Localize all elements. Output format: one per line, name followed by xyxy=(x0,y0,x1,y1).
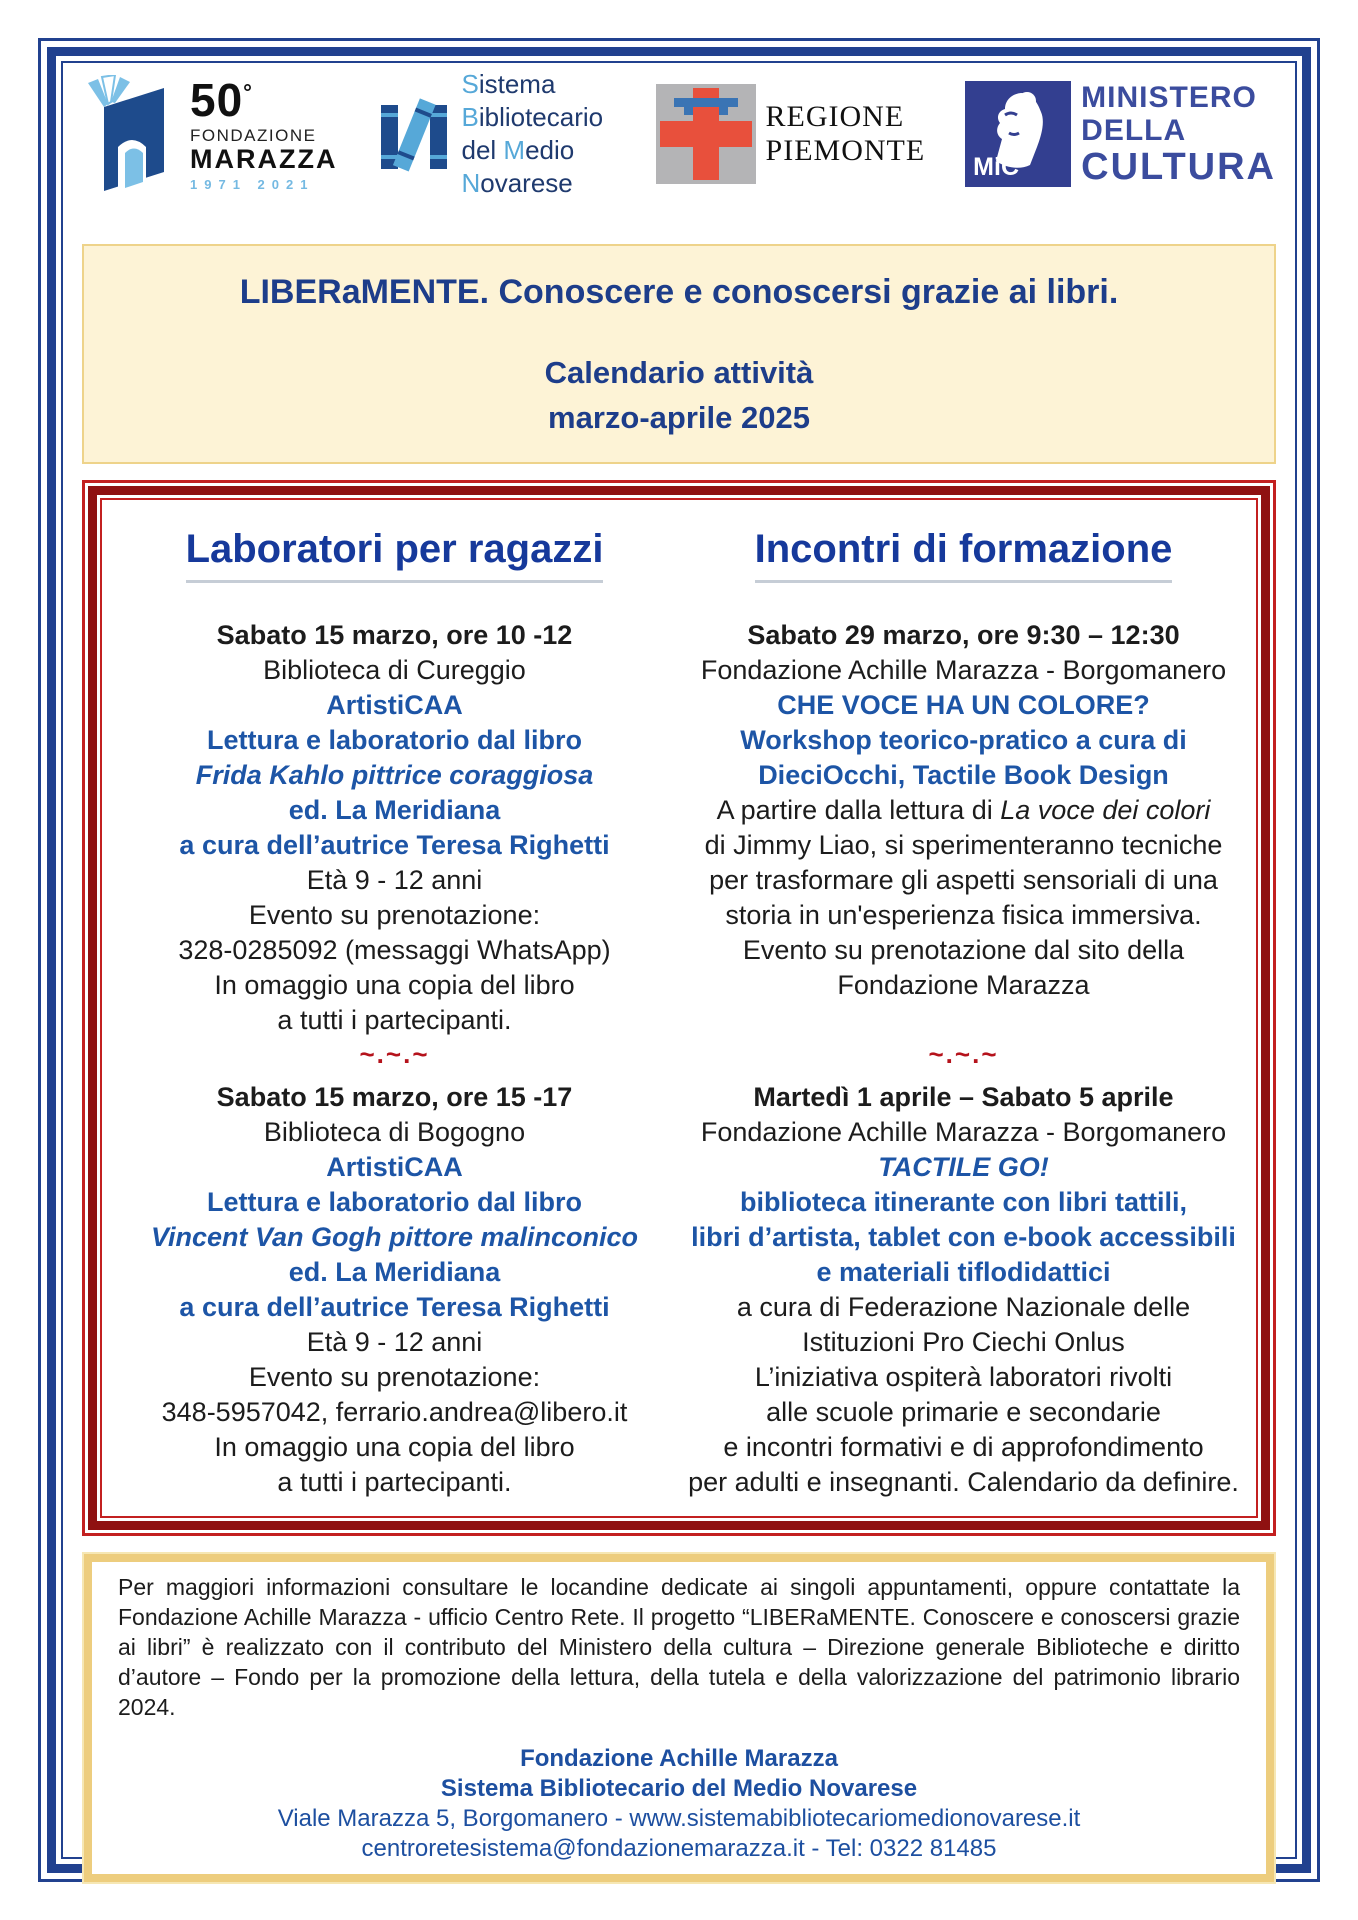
event-line: libri d’artista, tablet con e-book accessibili xyxy=(691,1222,1236,1252)
info-box xyxy=(82,1552,1276,1884)
event-title: TACTILE GO! xyxy=(878,1152,1049,1182)
flyer-subtitle-2: marzo-aprile 2025 xyxy=(548,400,810,435)
event-line: Età 9 - 12 anni xyxy=(306,1327,483,1357)
marazza-years: 1971 2021 xyxy=(190,177,315,192)
mic-statue-icon xyxy=(965,81,1071,187)
column-formazione xyxy=(679,526,1248,1500)
logos-row xyxy=(82,70,1276,198)
event-location: Fondazione Achille Marazza - Borgomanero xyxy=(700,1117,1227,1147)
event-line: di Jimmy Liao, si sperimenteranno tecniche xyxy=(704,830,1223,860)
mic-line1: MINISTERO xyxy=(1081,81,1257,114)
logo-regione-piemonte xyxy=(656,84,926,184)
event-line: Evento su prenotazione: xyxy=(248,1362,541,1392)
sbmn-line1: Sistema Bibliotecario xyxy=(461,69,604,132)
event-location: Biblioteca di Bogogno xyxy=(263,1117,526,1147)
event-line: L’iniziativa ospiterà laboratori rivolti xyxy=(754,1362,1173,1392)
event-line: Fondazione Marazza xyxy=(837,970,1090,1000)
logo-fondazione-marazza xyxy=(82,75,337,193)
event-line: a tutti i partecipanti. xyxy=(277,1005,512,1035)
flyer-subtitle-1: Calendario attività xyxy=(544,355,814,390)
event-line: a cura dell’autrice Teresa Righetti xyxy=(179,830,610,860)
event-line: per trasformare gli aspetti sensoriali di una xyxy=(709,865,1218,895)
event-cureggio xyxy=(110,618,679,1035)
event-line: DieciOcchi, Tactile Book Design xyxy=(758,760,1169,790)
piemonte-crest-icon xyxy=(656,84,756,184)
event-line: Età 9 - 12 anni xyxy=(306,865,483,895)
event-line: Workshop teorico-pratico a cura di xyxy=(740,725,1187,755)
events-separator: ~.~.~ xyxy=(359,1038,430,1069)
mic-abbr: MiC xyxy=(973,153,1019,181)
mic-line2: DELLA xyxy=(1081,114,1187,147)
event-book: Vincent Van Gogh pittore malinconico xyxy=(150,1222,639,1252)
flyer-title: LIBERaMENTE. Conoscere e conoscersi grazie ai libri. xyxy=(239,273,1119,311)
event-contact: 328-0285092 (messaggi WhatsApp) xyxy=(178,935,611,965)
event-line-mixed: A partire dalla lettura di La voce dei colori xyxy=(716,795,1211,825)
event-date: Sabato 15 marzo, ore 15 -17 xyxy=(216,1082,573,1112)
mic-logo-text xyxy=(1081,81,1276,187)
regione-line1: REGIONE xyxy=(765,100,905,133)
event-line: Evento su prenotazione dal sito della xyxy=(742,935,1185,965)
footer-address: Viale Marazza 5, Borgomanero - www.sistemabibliotecariomedionovarese.it xyxy=(277,1805,1081,1832)
event-line: Evento su prenotazione: xyxy=(248,900,541,930)
event-book: Frida Kahlo pittrice coraggiosa xyxy=(195,760,594,790)
event-bogogno xyxy=(110,1080,679,1500)
marazza-book-icon xyxy=(82,75,180,193)
event-line: ed. La Meridiana xyxy=(288,1257,501,1287)
marazza-line2: MARAZZA xyxy=(190,144,338,174)
page-content xyxy=(82,70,1276,1884)
event-line: storia in un'esperienza fisica immersiva. xyxy=(725,900,1202,930)
info-box-inner xyxy=(84,1554,1274,1882)
event-line: e materiali tiflodidattici xyxy=(816,1257,1111,1287)
event-line: In omaggio una copia del libro xyxy=(214,970,575,1000)
events-box-mid-border xyxy=(88,486,1270,1530)
events-box xyxy=(82,480,1276,1536)
event-date: Sabato 29 marzo, ore 9:30 – 12:30 xyxy=(747,620,1180,650)
event-location: Fondazione Achille Marazza - Borgomanero xyxy=(700,655,1227,685)
column-left-header: Laboratori per ragazzi xyxy=(110,526,679,572)
event-location: Biblioteca di Cureggio xyxy=(263,655,526,685)
books-spines-icon xyxy=(377,93,451,175)
event-line: e incontri formativi e di approfondimento xyxy=(723,1432,1204,1462)
event-line: a tutti i partecipanti. xyxy=(277,1467,512,1497)
event-title: ArtistiCAA xyxy=(326,690,463,720)
event-line: per adulti e insegnanti. Calendario da definire. xyxy=(688,1467,1239,1497)
events-separator: ~.~.~ xyxy=(928,1038,999,1069)
footer-contacts xyxy=(118,1744,1240,1864)
event-line: a cura dell’autrice Teresa Righetti xyxy=(179,1292,610,1322)
sbmn-logo-text xyxy=(461,68,615,200)
event-line: biblioteca itinerante con libri tattili, xyxy=(739,1187,1188,1217)
event-book: La voce dei colori xyxy=(1000,795,1211,825)
event-date: Martedì 1 aprile – Sabato 5 aprile xyxy=(753,1082,1174,1112)
marazza-logo-text xyxy=(190,74,338,192)
regione-line2: PIEMONTE xyxy=(765,134,926,167)
title-banner xyxy=(82,244,1276,464)
events-box-inner xyxy=(100,498,1258,1518)
column-laboratori xyxy=(110,526,679,1500)
event-title: CHE VOCE HA UN COLORE? xyxy=(777,690,1150,720)
mic-line3: CULTURA xyxy=(1081,146,1276,188)
marazza-line1: FONDAZIONE xyxy=(190,126,317,145)
footer-email-phone: centroretesistema@fondazionemarazza.it - Tel: 0322 81485 xyxy=(361,1835,997,1862)
event-line: Lettura e laboratorio dal libro xyxy=(206,725,583,755)
sbmn-line2: del Medio Novarese xyxy=(461,135,575,198)
event-line: alle scuole primarie e secondarie xyxy=(766,1397,1161,1427)
event-contact: 348-5957042, ferrario.andrea@libero.it xyxy=(161,1397,628,1427)
event-line: Lettura e laboratorio dal libro xyxy=(206,1187,583,1217)
marazza-anniversary: 50° xyxy=(190,74,253,126)
info-paragraph: Per maggiori informazioni consultare le locandine dedicate ai singoli appuntamenti, oppure contattate la Fondazione Achille Marazza - ufficio Centro Rete. Il progetto “LIBERaMENTE. Conoscere e conoscersi grazie ai libri” è realizzato con il contributo del Ministero della cultura – Direzione generale Biblioteche e diritto d’autore – Fondo per la promozione della lettura, della tutela e della valorizzazione del patrimonio librario 2024. xyxy=(118,1574,1240,1720)
event-date: Sabato 15 marzo, ore 10 -12 xyxy=(216,620,573,650)
event-line: Istituzioni Pro Ciechi Onlus xyxy=(802,1327,1125,1357)
event-tactile-go xyxy=(679,1080,1248,1500)
events-columns xyxy=(110,526,1248,1500)
logo-ministero-cultura xyxy=(965,81,1276,187)
event-che-voce xyxy=(679,618,1248,1028)
event-line: In omaggio una copia del libro xyxy=(214,1432,575,1462)
event-title: ArtistiCAA xyxy=(326,1152,463,1182)
footer-org-2: Sistema Bibliotecario del Medio Novarese xyxy=(440,1775,918,1802)
event-line: a cura di Federazione Nazionale delle xyxy=(736,1292,1191,1322)
column-right-header: Incontri di formazione xyxy=(679,526,1248,572)
footer-org-1: Fondazione Achille Marazza xyxy=(520,1745,838,1772)
regione-logo-text xyxy=(766,100,926,168)
event-line: ed. La Meridiana xyxy=(288,795,501,825)
logo-sistema-bibliotecario xyxy=(377,68,615,200)
